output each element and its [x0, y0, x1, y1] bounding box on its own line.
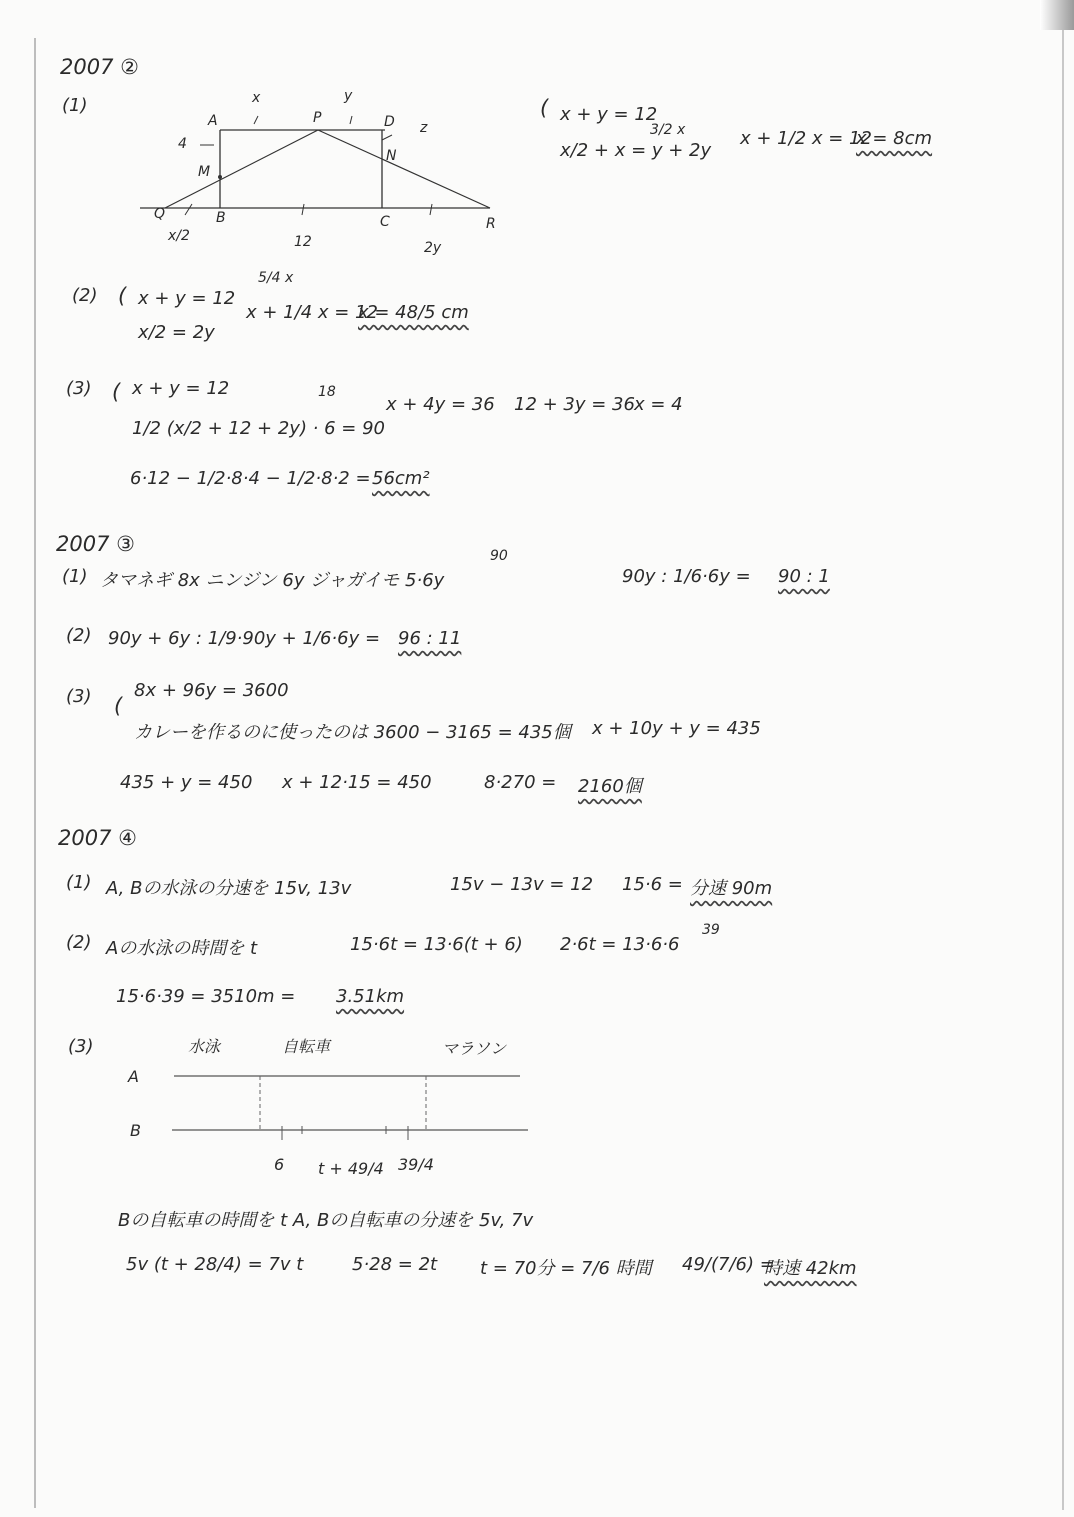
s3-p3-line2b: x + 12·15 = 450 — [282, 772, 432, 793]
s3-p3-sys1: 8x + 96y = 3600 — [134, 680, 289, 701]
label-N: N — [386, 148, 397, 164]
race-timeline-diagram — [110, 1030, 550, 1190]
s4-p3-eq4: 49/(7/6) = — [682, 1254, 775, 1275]
s2-p3-answer: 56cm² — [372, 468, 430, 489]
s3-p3-answer: 2160個 — [578, 776, 642, 797]
s3-p2-answer: 96 : 11 — [398, 628, 462, 649]
s2-p1-sys1: x + y = 12 — [560, 104, 658, 125]
s3-p3-sys2: カレーを作るのに使ったのは 3600 − 3165 = 435個 — [134, 722, 571, 743]
page-right-edge — [1062, 30, 1064, 1510]
s2-p3-brace: ( — [112, 380, 121, 404]
s4-p3-label: (3) — [68, 1036, 94, 1057]
s3-p1-text: タマネギ 8x ニンジン 6y ジャガイモ 5·6y — [100, 570, 445, 591]
s3-p1-answer: 90 : 1 — [778, 566, 830, 587]
tick-39-4: 39/4 — [398, 1155, 434, 1174]
label-Q: Q — [154, 206, 166, 222]
s4-p1-answer: 分速 90m — [690, 878, 773, 899]
s2-p3-eq4: x = 4 — [634, 394, 683, 415]
s2-p2-brace: ( — [118, 284, 127, 308]
s2-p1-step: x + 1/2 x = 12 — [740, 128, 872, 149]
s3-p3-label: (3) — [66, 686, 92, 707]
s2-p3-sys1: x + y = 12 — [132, 378, 230, 399]
label-x-over-2: x/2 — [168, 228, 190, 244]
s2-p1-label: (1) — [62, 95, 88, 116]
s2-p1-over-note: 3/2 x — [650, 122, 686, 138]
tick-6: 6 — [274, 1155, 285, 1174]
label-B: B — [216, 210, 226, 226]
label-P: P — [313, 110, 322, 126]
label-z: z — [420, 120, 428, 136]
s4-p2-answer: 3.51km — [336, 986, 405, 1007]
s3-p3-line2c: 8·270 = — [484, 772, 557, 793]
scan-corner-shadow — [1040, 0, 1074, 30]
label-D: D — [384, 114, 395, 130]
label-row-A: A — [128, 1067, 139, 1086]
page-left-edge — [34, 38, 36, 1508]
label-R: R — [486, 216, 496, 232]
s3-p1-ratio: 90y : 1/6·6y = — [622, 566, 751, 587]
s2-p3-line2: 6·12 − 1/2·8·4 − 1/2·8·2 = — [130, 468, 371, 489]
trapezoid-figure — [130, 80, 510, 260]
s2-p1-answer: x = 8cm — [856, 128, 933, 149]
section-2-header: 2007 ② — [60, 55, 139, 79]
s3-p3-line2a: 435 + y = 450 — [120, 772, 253, 793]
s2-p2-sys2: x/2 = 2y — [138, 322, 215, 343]
s4-p3-answer: 時速 42km — [764, 1258, 857, 1279]
s2-p2-answer: x = 48/5 cm — [358, 302, 469, 323]
label-M: M — [198, 164, 211, 180]
s4-p2-label: (2) — [66, 932, 92, 953]
label-bike: 自転車 — [282, 1037, 331, 1056]
label-2y: 2y — [424, 240, 442, 256]
s4-p3-eq3: t = 70分 = 7/6 時間 — [480, 1258, 652, 1279]
s2-p1-sys2: x/2 + x = y + 2y — [560, 140, 712, 161]
s3-p3-eq: x + 10y + y = 435 — [592, 718, 761, 739]
s3-p1-over-note: 90 — [490, 548, 508, 564]
label-y: y — [344, 88, 353, 104]
s4-p3-eq1: 5v (t + 28/4) = 7v t — [126, 1254, 304, 1275]
s3-p3-brace: ( — [114, 694, 123, 718]
s4-p1-eq2: 15·6 = — [622, 874, 683, 895]
s4-p2-line2: 15·6·39 = 3510m = — [116, 986, 296, 1007]
tick-t-plus-49-4: t + 49/4 — [318, 1159, 384, 1178]
s2-p3-sys2: 1/2 (x/2 + 12 + 2y) · 6 = 90 — [132, 418, 386, 439]
s4-p1-label: (1) — [66, 872, 92, 893]
label-A: A — [208, 113, 218, 129]
s3-p2-text: 90y + 6y : 1/9·90y + 1/6·6y = — [108, 628, 381, 649]
label-row-B: B — [130, 1121, 141, 1140]
section-4-header: 2007 ④ — [58, 826, 137, 850]
s2-p3-label: (3) — [66, 378, 92, 399]
s2-p2-over-note: 5/4 x — [258, 270, 294, 286]
s2-p2-step: x + 1/4 x = 12 — [246, 302, 378, 323]
section-3-header: 2007 ③ — [56, 532, 135, 556]
s3-p1-label: (1) — [62, 566, 88, 587]
label-12: 12 — [294, 234, 312, 250]
s2-p1-brace: ( — [540, 96, 549, 120]
s4-p1-eq: 15v − 13v = 12 — [450, 874, 594, 895]
s4-p2-eq: 15·6t = 13·6(t + 6) — [350, 934, 523, 955]
s4-p3-eq2: 5·28 = 2t — [352, 1254, 438, 1275]
s4-p3-text: Bの自転車の時間を t A, Bの自転車の分速を 5v, 7v — [118, 1210, 534, 1231]
s2-p2-label: (2) — [72, 285, 98, 306]
s4-p2-over-note: 39 — [702, 922, 720, 938]
s3-p2-label: (2) — [66, 625, 92, 646]
label-C: C — [380, 214, 390, 230]
s4-p1-text: A, Bの水泳の分速を 15v, 13v — [106, 878, 352, 899]
s2-p3-eq2: x + 4y = 36 — [386, 394, 495, 415]
label-marathon: マラソン — [442, 1039, 507, 1058]
label-x: x — [252, 90, 261, 106]
s2-p3-eq3: 12 + 3y = 36 — [514, 394, 635, 415]
label-4: 4 — [178, 136, 187, 152]
s4-p2-text: Aの水泳の時間を t — [106, 938, 258, 959]
s4-p2-eq2: 2·6t = 13·6·6 — [560, 934, 680, 955]
s2-p3-over-note: 18 — [318, 384, 336, 400]
label-swim: 水泳 — [188, 1037, 221, 1056]
s2-p2-sys1: x + y = 12 — [138, 288, 236, 309]
